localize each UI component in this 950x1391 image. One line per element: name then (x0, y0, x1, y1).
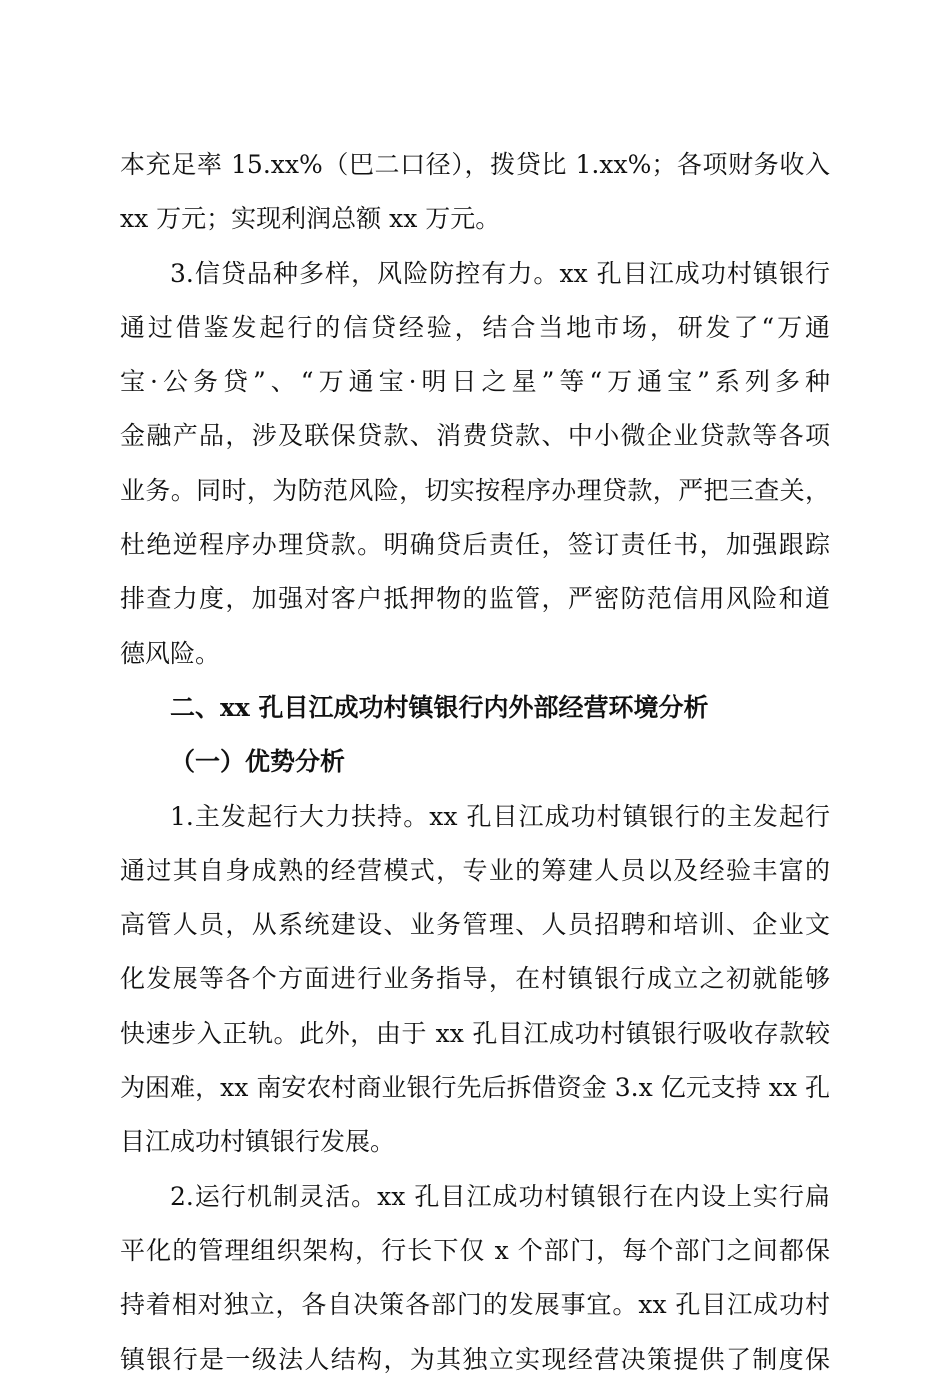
section-heading: 二、xx 孔目江成功村镇银行内外部经营环境分析 (170, 692, 709, 722)
text-line: xx 万元；实现利润总额 xx 万元。 (120, 204, 501, 234)
text-line: 3.信贷品种多样，风险防控有力。xx 孔目江成功村镇银行 (170, 258, 830, 288)
text-line: 业务。同时，为防范风险，切实按程序办理贷款，严把三查关， (120, 475, 830, 505)
text-line: 排查力度，加强对客户抵押物的监管，严密防范信用风险和道 (120, 584, 830, 614)
text-line: 快速步入正轨。此外，由于 xx 孔目江成功村镇银行吸收存款较 (120, 1018, 830, 1048)
text-line: 金融产品，涉及联保贷款、消费贷款、中小微企业贷款等各项 (120, 421, 830, 451)
text-line: 1.主发起行大力扶持。xx 孔目江成功村镇银行的主发起行 (170, 801, 830, 831)
text-line: 宝·公务贷”、“万通宝·明日之星”等“万通宝”系列多种 (120, 367, 830, 397)
text-line: 目江成功村镇银行发展。 (120, 1127, 396, 1157)
text-line: 本充足率 15.xx%（巴二口径），拨贷比 1.xx%；各项财务收入 (120, 150, 830, 179)
text-line: 为困难，xx 南安农村商业银行先后拆借资金 3.x 亿元支持 xx 孔 (120, 1073, 830, 1103)
text-line: 平化的管理组织架构，行长下仅 x 个部门，每个部门之间都保 (120, 1235, 830, 1265)
text-line: 高管人员，从系统建设、业务管理、人员招聘和培训、企业文 (120, 910, 830, 940)
text-line: 杜绝逆程序办理贷款。明确贷后责任，签订责任书，加强跟踪 (120, 530, 830, 560)
text-line: 2.运行机制灵活。xx 孔目江成功村镇银行在内设上实行扁 (170, 1181, 830, 1211)
text-line: 化发展等各个方面进行业务指导，在村镇银行成立之初就能够 (120, 964, 830, 994)
text-line: 通过借鉴发起行的信贷经验，结合当地市场，研发了“万通 (120, 312, 830, 342)
text-line: 德风险。 (120, 638, 221, 668)
text-line: 通过其自身成熟的经营模式，专业的筹建人员以及经验丰富的 (120, 855, 830, 885)
text-line: 镇银行是一级法人结构，为其独立实现经营决策提供了制度保 (120, 1344, 830, 1374)
sub-heading: （一）优势分析 (170, 747, 346, 777)
text-line: 持着相对独立，各自决策各部门的发展事宜。xx 孔目江成功村 (120, 1290, 830, 1320)
document-body (120, 142, 830, 1391)
